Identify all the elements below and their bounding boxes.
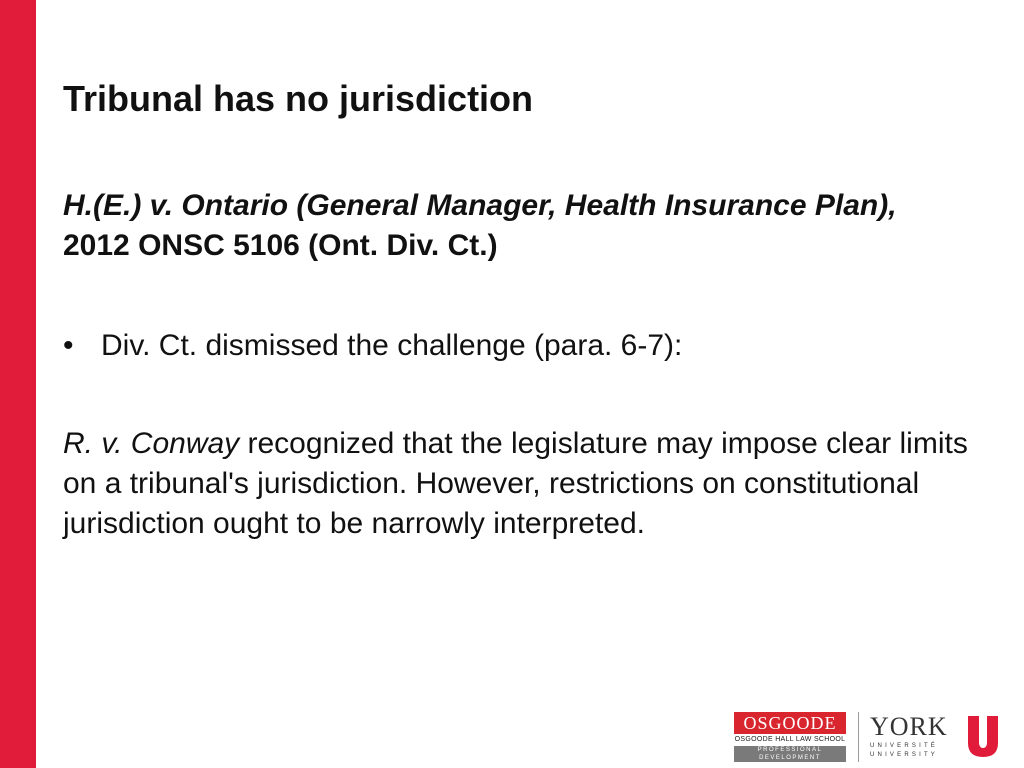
case-name: H.(E.) v. Ontario (General Manager, Health Insurance Plan),: [63, 189, 897, 222]
york-subtitle: [870, 742, 962, 760]
logo-divider: [858, 712, 859, 762]
york-u-icon: [966, 714, 1000, 758]
case-reference: 2012 ONSC 5106 (Ont. Div. Ct.): [63, 229, 498, 262]
bullet-marker: •: [63, 329, 74, 362]
osgoode-logo: [734, 712, 846, 762]
osgoode-school-name: OSGOODE HALL LAW SCHOOL: [734, 736, 846, 743]
footer-logos: [734, 712, 1004, 762]
osgoode-pd-line2: DEVELOPMENT: [759, 755, 821, 761]
york-subtitle-fr: UNIVERSITÉ: [870, 743, 939, 749]
quote-case-ref: R. v. Conway: [63, 427, 240, 460]
york-wordmark: YORK: [870, 712, 948, 741]
left-accent-bar: [0, 0, 36, 768]
york-subtitle-en: UNIVERSITY: [870, 752, 939, 758]
case-citation: [63, 186, 963, 266]
quote-body: recognized that the legislature may impose clear limits on a tribunal's jurisdiction. However, restrictions on constitutional jurisdiction ought to be narrowly interpreted.: [63, 427, 968, 540]
quote-paragraph: [63, 424, 973, 544]
osgoode-wordmark: OSGOODE: [734, 712, 846, 734]
slide-title: Tribunal has no jurisdiction: [63, 78, 534, 119]
york-logo: [870, 712, 1004, 762]
bullet-item: [63, 326, 682, 366]
bullet-text: Div. Ct. dismissed the challenge (para. 6-7):: [101, 329, 683, 362]
osgoode-pd-line1: PROFESSIONAL: [757, 747, 823, 753]
osgoode-pd-band: [734, 746, 846, 762]
